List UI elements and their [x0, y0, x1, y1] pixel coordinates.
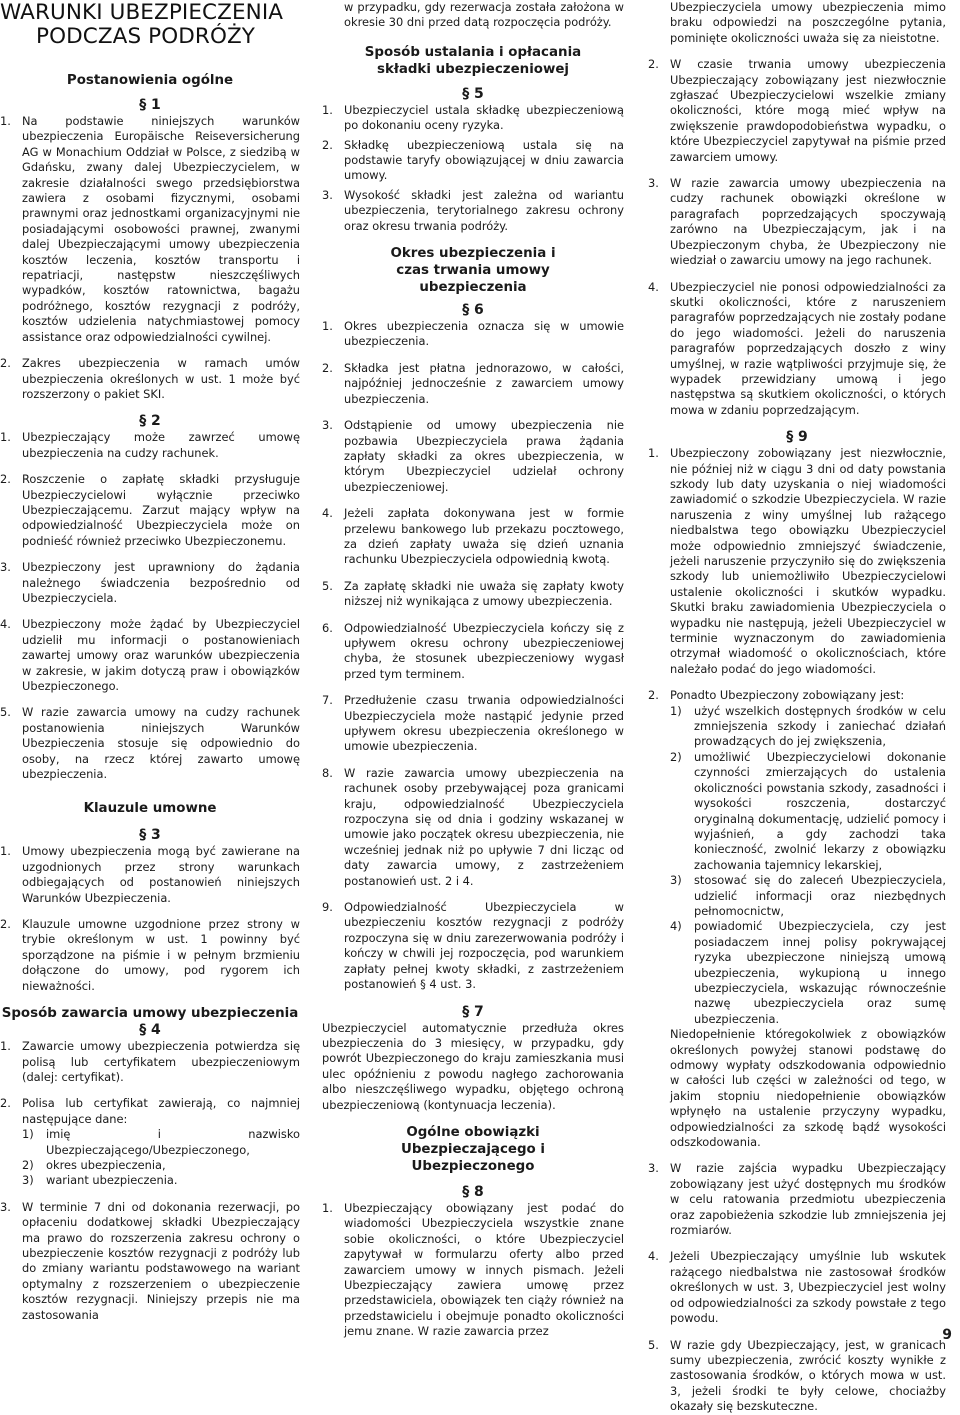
paragraph-number: § 6 [462, 302, 484, 319]
clause: 3. Ubezpieczony jest uprawniony do żądania należnego świadczenia bezpośrednio od Ubezpieczyciela. [0, 560, 300, 605]
continued-text: w przypadku, gdy rezerwacja została założona w okresie 30 dni przed datą rozpoczęcia podróży. [344, 0, 624, 30]
section-title-premium: Sposób ustalania i opłacania składki ubezpieczeniowej [364, 44, 582, 77]
paragraph-number: § 9 [786, 429, 808, 446]
section-title-conclusion: Sposób zawarcia umowy ubezpieczenia [1, 1006, 299, 1022]
continued-text: Ubezpieczyciela umowy ubezpieczenia mimo braku odpowiedzi na poszczególne pytania, pominięte okoliczności uważa się za nieistotne. [670, 0, 946, 45]
clause: 6. Odpowiedzialność Ubezpieczyciela kończy się z upływem okresu ochrony ubezpieczeniowej chyba, że stosunek ubezpieczeniowy wygasł przed tym terminem. [322, 620, 624, 681]
clause-text: Okres ubezpieczenia oznacza się w umowie ubezpieczenia. [344, 319, 624, 349]
clause-text: W czasie trwania umowy ubezpieczenia Ubezpieczający zobowiązany jest niezwłocznie zgłaszać Ubezpieczycielowi wszelkie zmiany okoliczności, które mogą mieć wpływ na zwiększenie prawdopodobieństwa wypadku, o które Ubezpieczyciel zapytywał na piśmie przed zawarciem umowy. [670, 57, 946, 164]
clause: 1. Na podstawie niniejszych warunków ubezpieczenia Europäische Reiseversicherung AG w Monachium Oddział w Polsce, z siedzibą w Gdańsku, zwany dalej Ubezpieczycielem, w zakresie działalności swego przedsiębiorstwa zawiera z osobami fizycznymi, osobami prawnymi oraz jednostkami organizacyjnymi nie posiadającymi osobowości prawnej, zwanymi dalej Ubezpieczającymi umowy ubezpieczenia kosztów leczenia, kosztów transportu i repatriacji, następstw nieszczęśliwych wypadków, kosztów ratownictwa, bagażu podróżnego, kosztów rezygnacji z podróży, kosztów udzielenia natychmiastowej pomocy assistance oraz odpowiedzialności cywilnej. [0, 114, 300, 344]
clause: 1. Ubezpieczający obowiązany jest podać do wiadomości Ubezpieczyciela wszystkie znane sobie okoliczności, o które Ubezpieczyciel zapytywał w formularzu oferty albo przed zawarciem umowy w innych pismach. Jeżeli Ubezpieczający zawiera umowę przez przedstawiciela, obowiązek ten ciąży również na przedstawicielu i obejmuje ponadto okoliczności jemu znane. W razie zawarcia przez [322, 1200, 624, 1339]
column-2 [322, 0, 624, 1340]
clause-text: Odpowiedzialność Ubezpieczyciela kończy się z upływem okresu ochrony ubezpieczeniowej chyba, że stosunek ubezpieczeniowy wygasł przed tym terminem. [344, 620, 624, 681]
clause-text: Ubezpieczyciel ustala składkę ubezpieczeniową po dokonaniu oceny ryzyka. [344, 102, 624, 133]
clause: 5. W razie gdy Ubezpieczający, jest, w granicach sumy ubezpieczenia, zwrócić koszty wynikłe z zastosowania środków, o których mowa w ust. 3, jeżeli środki te były celowe, chociażby okazały się bezskuteczne. [648, 1337, 946, 1414]
clause: 5. W razie zawarcia umowy na cudzy rachunek postanowienia niniejszych Warunków Ubezpieczenia stosuje się odpowiednio do osoby, na rzecz której zawarto umowę ubezpieczenia. [0, 705, 300, 782]
paragraph-number: § 8 [462, 1183, 484, 1200]
clause-text: Odpowiedzialność Ubezpieczyciela w ubezpieczeniu kosztów rezygnacji z podróży rozpoczyna się w dniu zarezerwowania podróży i kończy w chwili jej rozpoczęcia, pod warunkiem zapłaty pełnej kwoty składki, z zastrzeżeniem postanowień § 4 ust. 3. [344, 900, 624, 992]
sub-clause: 3) stosować się do zaleceń Ubezpieczyciela, udzielić informacji oraz niezbędnych pełnomocnictw, [670, 873, 946, 918]
clause-text: Ubezpieczający obowiązany jest podać do wiadomości Ubezpieczyciela wszystkie znane sobie okoliczności, o które Ubezpieczyciel zapytywał w formularzu oferty albo przed zawarciem umowy w innych pismach. Jeżeli Ubezpieczający zawiera umowę przez przedstawiciela, obowiązek ten ciąży również na przedstawicielu i obejmuje ponadto okoliczności jemu znane. W razie zawarcia przez [344, 1200, 624, 1339]
clause-text: W razie zawarcia umowy na cudzy rachunek postanowienia niniejszych Warunków Ubezpieczenia stosuje się odpowiednio do osoby, na rzecz której zawarto umowę ubezpieczenia. [22, 705, 300, 782]
clause: 4. Jeżeli Ubezpieczający umyślnie lub wskutek rażącego niedbalstwa nie zastosował środków określonych w ust. 3, Ubezpieczyciel jest wolny od odpowiedzialności za szkody powstałe z tego powodu. [648, 1249, 946, 1326]
clause-text: Ubezpieczony może żądać by Ubezpieczyciel udzielił mu informacji o postanowieniach zawartej umowy oraz warunków ubezpieczenia w zakresie, w jakim dotyczą praw i obowiązków Ubezpieczonego. [22, 617, 300, 693]
clause: 3. W razie zawarcia umowy ubezpieczenia na cudzy rachunek obowiązki określone w paragrafach poprzedzających spoczywają zarówno na Ubezpieczającym, jak i na Ubezpieczonym chyba, że Ubezpieczony nie wiedział o zawarciu umowy na jego rachunek. [648, 176, 946, 268]
title-line-2: PODCZAS PODRÓŻY [36, 24, 256, 49]
clause: 4. Ubezpieczony może żądać by Ubezpieczyciel udzielił mu informacji o postanowieniach zawartej umowy oraz warunków ubezpieczenia w zakresie, w jakim dotyczą praw i obowiązków Ubezpieczonego. [0, 617, 300, 693]
clause-continuation: Niedopełnienie któregokolwiek z obowiązków określonych powyżej stanowi podstawę do odmowy wypłaty odszkodowania odpowiednio w całości lub części w zależności od tego, w jakim stopniu niedopełnienie obowiązków wpłynęło na ustalenie przyczyny wypadku, odpowiedzialności za szkodę bądź wysokości odszkodowania. [670, 1027, 946, 1150]
clause: 2. Ponadto Ubezpieczony zobowiązany jest: [648, 688, 905, 703]
clause: 3. Odstąpienie od umowy ubezpieczenia nie pozbawia Ubezpieczyciela prawa żądania zapłaty składki za okres ubezpieczenia, w którym Ubezpieczyciel udzielał ochrony ubezpieczeniowej. [322, 418, 624, 494]
clause: 1. Umowy ubezpieczenia mogą być zawierane na uzgodnionych przez strony warunkach odbiegających od postanowień niniejszych Warunków Ubezpieczenia. [0, 844, 300, 905]
clause-text: Za zapłatę składki nie uważa się zapłaty kwoty niższej niż wynikająca z umowy ubezpieczenia. [344, 578, 624, 609]
clause: 4. Ubezpieczyciel nie ponosi odpowiedzialności za skutki okoliczności, które z naruszeniem paragrafów poprzedzających nie zostały podane do jego wiadomości. Jeżeli do naruszenia paragrafów poprzedzających doszło z winy umyślnej, w razie wątpliwości przyjmuje się, że wypadek przewidziany umową i jego następstwa są skutkiem okoliczności, o których mowa w zdaniu poprzedzającym. [648, 279, 946, 417]
clause-text: Składkę ubezpieczeniową ustala się na podstawie taryfy obowiązującej w dniu zawarcia umowy. [344, 137, 624, 183]
clause-text: Umowy ubezpieczenia mogą być zawierane na uzgodnionych przez strony warunkach odbiegających od postanowień niniejszych Warunków Ubezpieczenia. [22, 844, 300, 905]
clause-text: Roszczenie o zapłatę składki przysługuje Ubezpieczycielowi wyłącznie przeciwko Ubezpieczającemu. Zarzut mający wpływ na odpowiedzialność Ubezpieczyciela może on podnieść również przeciwko Ubezpieczonemu. [22, 472, 300, 548]
paragraph-number: § 3 [139, 827, 161, 844]
sub-clause: 1) imię i nazwisko Ubezpieczającego/Ubezpieczonego, [22, 1127, 300, 1157]
paragraph-number: § 2 [139, 413, 161, 430]
sub-clause: 2) okres ubezpieczenia, [22, 1157, 166, 1172]
column-1 [0, 0, 300, 1323]
clause: 2. Roszczenie o zapłatę składki przysługuje Ubezpieczycielowi wyłącznie przeciwko Ubezpieczającemu. Zarzut mający wpływ na odpowiedzialność Ubezpieczyciela może on podnieść również przeciwko Ubezpieczonemu. [0, 472, 300, 548]
clause-text: W razie zawarcia umowy ubezpieczenia na rachunek osoby przebywającej poza granicami kraju, odpowiedzialność Ubezpieczyciela rozpoczyna się od dnia i godziny wskazanej w umowie jako początek okresu ubezpieczenia, nie wcześniej jednak niż po upływie 7 dni licząc od daty zawarcia umowy, z zastrzeżeniem postanowień ust. 2 i 4. [344, 765, 624, 888]
document-title [0, 0, 300, 49]
clause: 7. Przedłużenie czasu trwania odpowiedzialności Ubezpieczyciela może nastąpić jedynie przed upływem okresu ubezpieczenia określonego w umowie ubezpieczenia. [322, 693, 624, 754]
clause-text: Jeżeli Ubezpieczający umyślnie lub wskutek rażącego niedbalstwa nie zastosował środków określonych w ust. 3, Ubezpieczyciel jest wolny od odpowiedzialności za szkody powstałe z tego powodu. [670, 1249, 946, 1326]
clause-text: Ubezpieczający może zawrzeć umowę ubezpieczenia na cudzy rachunek. [22, 430, 300, 460]
clause: 2. Składka jest płatna jednorazowo, w całości, najpóźniej jednocześnie z zawarciem umowy ubezpieczenia. [322, 360, 624, 406]
clause: 3. W razie zajścia wypadku Ubezpieczający zobowiązany jest użyć dostępnych mu środków w celu ratowania przedmiotu ubezpieczenia oraz zapobieżenia szkodzie lub zmniejszenia jej rozmiarów. [648, 1161, 946, 1238]
section-title-period: Okres ubezpieczenia i czas trwania umowy ubezpieczenia [390, 246, 556, 296]
paragraph-text: Ubezpieczyciel automatycznie przedłuża okres ubezpieczenia do 3 miesięcy, w przypadku, gdy powrót Ubezpieczonego do kraju zamieszkania musi ulec opóźnieniu z powodu nagłego zachorowania albo nieszczęśliwego wypadku, objętego ochroną ubezpieczeniową (kontynuacja leczenia). [322, 1020, 624, 1112]
title-line-1: WARUNKI UBEZPIECZENIA [0, 0, 284, 25]
clause: 2. Składkę ubezpieczeniową ustala się na podstawie taryfy obowiązującej w dniu zawarcia umowy. [322, 137, 624, 183]
paragraph-number: § 7 [462, 1003, 484, 1020]
clause-text: Polisa lub certyfikat zawierają, co najmniej następujące dane: [22, 1096, 300, 1126]
clause-text: W razie zajścia wypadku Ubezpieczający zobowiązany jest użyć dostępnych mu środków w celu ratowania przedmiotu ubezpieczenia oraz zapobieżenia szkodzie lub zmniejszenia jej rozmiarów. [670, 1161, 946, 1238]
paragraph-number: § 1 [139, 97, 161, 113]
sub-clause: 1) użyć wszelkich dostępnych środków w celu zmniejszenia szkody i zaniechać działań prowadzących do jej zwiększenia, [670, 703, 946, 749]
clause: 2. W czasie trwania umowy ubezpieczenia Ubezpieczający zobowiązany jest niezwłocznie zgłaszać Ubezpieczycielowi wszelkie zmiany okoliczności, które mogą mieć wpływ na zwiększenie prawdopodobieństwa wypadku, o które Ubezpieczyciel zapytywał na piśmie przed zawarciem umowy. [648, 57, 946, 164]
clause-text: W razie zawarcia umowy ubezpieczenia na cudzy rachunek obowiązki określone w paragrafach poprzedzających spoczywają zarówno na Ubezpieczającym, jak i na Ubezpieczonym chyba, że Ubezpieczony nie wiedział o zawarciu umowy na jego rachunek. [670, 176, 946, 268]
clause: 9. Odpowiedzialność Ubezpieczyciela w ubezpieczeniu kosztów rezygnacji z podróży rozpoczyna się w dniu zarezerwowania podróży i kończy w chwili jej rozpoczęcia, pod warunkiem zapłaty pełnej kwoty składki, z zastrzeżeniem postanowień § 4 ust. 3. [322, 900, 624, 992]
clause-text: W razie gdy Ubezpieczający, jest, w granicach sumy ubezpieczenia, zwrócić koszty wynikłe z zastosowania środków, o których mowa w ust. 3, jeżeli środki te były celowe, chociażby okazały się bezskuteczne. [670, 1337, 946, 1414]
paragraph-number: § 4 [139, 1022, 161, 1039]
clause: 2. Polisa lub certyfikat zawierają, co najmniej następujące dane: [0, 1096, 300, 1126]
clause: 8. W razie zawarcia umowy ubezpieczenia na rachunek osoby przebywającej poza granicami kraju, odpowiedzialność Ubezpieczyciela rozpoczyna się od dnia i godziny wskazanej w umowie jako początek okresu ubezpieczenia, nie wcześniej jednak niż po upływie 7 dni licząc od daty zawarcia umowy, z zastrzeżeniem postanowień ust. 2 i 4. [322, 765, 624, 888]
sub-clause-text: użyć wszelkich dostępnych środków w celu zmniejszenia szkody i zaniechać działań prowadzących do jej zwiększenia, [694, 703, 946, 749]
section-title-clauses: Klauzule umowne [83, 801, 217, 817]
clause: 3. W terminie 7 dni od dokonania rezerwacji, po opłaceniu dodatkowej składki Ubezpieczający ma prawo do rozszerzenia zakresu ochrony o ubezpieczenie kosztów rezygnacji z podróży lub do zmiany wariantu podstawowego na wariant optymalny z rozszerzeniem o ubezpieczenie kosztów rezygnacji. Niniejszy przepis nie ma zastosowania [0, 1199, 300, 1322]
sub-clause: 2) umożliwić Ubezpieczycielowi dokonanie czynności zmierzających do ustalenia okoliczności powstania szkody, zasadności i wysokości roszczenia, dostarczyć oryginalną dokumentację, udzielić pomocy i wyjaśnień, a gdy zachodzi taka konieczność, zwolnić lekarzy z obowiązku zachowania tajemnicy lekarskiej, [670, 749, 946, 872]
sub-clause-text: wariant ubezpieczenia. [46, 1173, 178, 1188]
clause: 1. Okres ubezpieczenia oznacza się w umowie ubezpieczenia. [322, 319, 624, 349]
clause-text: Przedłużenie czasu trwania odpowiedzialności Ubezpieczyciela może nastąpić jedynie przed upływem okresu ubezpieczenia określonego w umowie ubezpieczenia. [344, 693, 624, 754]
clause: 1. Ubezpieczony zobowiązany jest niezwłocznie, nie później niż w ciągu 3 dni od daty powstania szkody lub daty uzyskania o niej wiadomości zawiadomić o szkodzie Ubezpieczyciela. W razie naruszenia z winy umyślnej lub rażącego niedbalstwa tego obowiązku Ubezpieczyciel może odpowiednio zmniejszyć świadczenie, jeżeli naruszenie przyczyniło się do zwiększenia szkody lub uniemożliwiło Ubezpieczycielowi ustalenie okoliczności i skutków wypadku. Skutki braku zawiadomienia Ubezpieczyciela o wypadku nie następują, jeżeli Ubezpieczyciel w terminie wyznaczonym do zawiadomienia otrzymał wiadomość o okolicznościach, które należało podać do jego wiadomości. [648, 446, 946, 676]
clause-text: Ubezpieczony zobowiązany jest niezwłocznie, nie później niż w ciągu 3 dni od daty powstania szkody lub daty uzyskania o niej wiadomości zawiadomić o szkodzie Ubezpieczyciela. W razie naruszenia z winy umyślnej lub rażącego niedbalstwa tego obowiązku Ubezpieczyciel może odpowiednio zmniejszyć świadczenie, jeżeli naruszenie przyczyniło się do zwiększenia szkody lub uniemożliwiło Ubezpieczycielowi ustalenie okoliczności i skutków wypadku. Skutki braku zawiadomienia Ubezpieczyciela o wypadku nie następują, jeżeli Ubezpieczyciel w terminie wyznaczonym do zawiadomienia otrzymał wiadomość o okolicznościach, które należało podać do jego wiadomości. [670, 446, 946, 676]
clause-text: Wysokość składki jest zależna od wariantu ubezpieczenia, terytorialnego zakresu ochrony oraz okresu trwania podróży. [344, 187, 624, 233]
sub-clause-text: imię i nazwisko Ubezpieczającego/Ubezpieczonego, [46, 1127, 300, 1157]
clause: 1. Ubezpieczający może zawrzeć umowę ubezpieczenia na cudzy rachunek. [0, 430, 300, 460]
sub-clause-text: powiadomić Ubezpieczyciela, czy jest posiadaczem innej polisy pokrywającej ryzyka ubezpieczone niniejszą umową ubezpieczenia, wykupioną u innego ubezpieczyciela, wskazując równocześnie nazwę ubezpieczyciela oraz sumę ubezpieczenia. [694, 919, 946, 1026]
clause: 5. Za zapłatę składki nie uważa się zapłaty kwoty niższej niż wynikająca z umowy ubezpieczenia. [322, 578, 624, 609]
clause-text: Ponadto Ubezpieczony zobowiązany jest: [670, 688, 905, 703]
clause: 3. Wysokość składki jest zależna od wariantu ubezpieczenia, terytorialnego zakresu ochrony oraz okresu trwania podróży. [322, 187, 624, 233]
clause: 1. Ubezpieczyciel ustala składkę ubezpieczeniową po dokonaniu oceny ryzyka. [322, 102, 624, 133]
clause: 1. Zawarcie umowy ubezpieczenia potwierdza się polisą lub certyfikatem ubezpieczeniowym (dalej: certyfikat). [0, 1039, 300, 1084]
column-3 [648, 0, 946, 1415]
sub-clause-text: okres ubezpieczenia, [46, 1157, 166, 1172]
section-title-duties: Ogólne obowiązki Ubezpieczającego i Ubezpieczonego [400, 1124, 546, 1174]
clause-text: Ubezpieczony jest uprawniony do żądania należnego świadczenia bezpośrednio od Ubezpieczyciela. [22, 560, 300, 605]
clause-text: Zakres ubezpieczenia w ramach umów ubezpieczenia określonych w ust. 1 może być rozszerzony o pakiet SKI. [22, 356, 300, 401]
sub-clause-text: stosować się do zaleceń Ubezpieczyciela, udzielić informacji oraz niezbędnych pełnomocnictw, [694, 873, 946, 918]
clause-text: Jeżeli zapłata dokonywana jest w formie przelewu bankowego lub przekazu pocztowego, za dzień zapłaty uważa się dzień uznania rachunku Ubezpieczyciela odpowiednią kwotą. [344, 506, 624, 567]
clause: 2. Klauzule umowne uzgodnione przez strony w trybie określonym w ust. 1 powinny być sporządzone na piśmie i w pełnym brzmieniu dołączone do umowy, pod rygorem ich nieważności. [0, 917, 300, 993]
clause-text: Zawarcie umowy ubezpieczenia potwierdza się polisą lub certyfikatem ubezpieczeniowym (dalej: certyfikat). [22, 1039, 300, 1084]
clause: 4. Jeżeli zapłata dokonywana jest w formie przelewu bankowego lub przekazu pocztowego, za dzień zapłaty uważa się dzień uznania rachunku Ubezpieczyciela odpowiednią kwotą. [322, 506, 624, 567]
clause-text: Ubezpieczyciel nie ponosi odpowiedzialności za skutki okoliczności, które z naruszeniem paragrafów poprzedzających nie zostały podane do jego wiadomości. Jeżeli do naruszenia paragrafów poprzedzających doszło z winy umyślnej, w razie wątpliwości przyjmuje się, że wypadek przewidziany umową i jego następstwa są skutkiem okoliczności, o których mowa w zdaniu poprzedzającym. [670, 279, 946, 417]
clause-text: Na podstawie niniejszych warunków ubezpieczenia Europäische Reiseversicherung AG w Monachium Oddział w Polsce, z siedzibą w Gdańsku, zwany dalej Ubezpieczycielem, w zakresie działalności swego przedsiębiorstwa zawiera z osobami fizycznymi, osobami prawnymi oraz jednostkami organizacyjnymi nie posiadającymi osobowości prawnej, zwanymi dalej Ubezpieczającymi umowy ubezpieczenia kosztów leczenia, kosztów transportu i repatriacji, następstw nieszczęśliwych wypadków, kosztów ratownictwa, bagażu podróżnego, kosztów rezygnacji z podróży, kosztów udzielenia natychmiastowej pomocy assistance oraz odpowiedzialności cywilnej. [22, 114, 300, 344]
section-title-general: Postanowienia ogólne [66, 73, 234, 88]
paragraph-number: § 5 [462, 85, 484, 102]
sub-clause-text: umożliwić Ubezpieczycielowi dokonanie czynności zmierzających do ustalenia okoliczności powstania szkody, zasadności i wysokości roszczenia, dostarczyć oryginalną dokumentację, udzielić pomocy i wyjaśnień, a gdy zachodzi taka konieczność, zwolnić lekarzy z obowiązku zachowania tajemnicy lekarskiej, [694, 749, 946, 872]
clause-text: Składka jest płatna jednorazowo, w całości, najpóźniej jednocześnie z zawarciem umowy ubezpieczenia. [344, 360, 624, 406]
clause: 2. Zakres ubezpieczenia w ramach umów ubezpieczenia określonych w ust. 1 może być rozszerzony o pakiet SKI. [0, 356, 300, 401]
clause-text: W terminie 7 dni od dokonania rezerwacji, po opłaceniu dodatkowej składki Ubezpieczający ma prawo do rozszerzenia zakresu ochrony o ubezpieczenie kosztów rezygnacji z podróży lub do zmiany wariantu podstawowego na wariant optymalny z rozszerzeniem o ubezpieczenie kosztów rezygnacji. Niniejszy przepis nie ma zastosowania [22, 1199, 300, 1322]
clause-text: Odstąpienie od umowy ubezpieczenia nie pozbawia Ubezpieczyciela prawa żądania zapłaty składki za okres ubezpieczenia, w którym Ubezpieczyciel udzielał ochrony ubezpieczeniowej. [344, 418, 624, 494]
sub-clause: 3) wariant ubezpieczenia. [22, 1173, 178, 1188]
clause-text: Klauzule umowne uzgodnione przez strony w trybie określonym w ust. 1 powinny być sporządzone na piśmie i w pełnym brzmieniu dołączone do umowy, pod rygorem ich nieważności. [22, 917, 300, 993]
page-number: 9 [942, 1327, 952, 1343]
sub-clause: 4) powiadomić Ubezpieczyciela, czy jest posiadaczem innej polisy pokrywającej ryzyka ubezpieczone niniejszą umową ubezpieczenia, wykupioną u innego ubezpieczyciela, wskazując równocześnie nazwę ubezpieczyciela oraz sumę ubezpieczenia. [670, 919, 946, 1026]
